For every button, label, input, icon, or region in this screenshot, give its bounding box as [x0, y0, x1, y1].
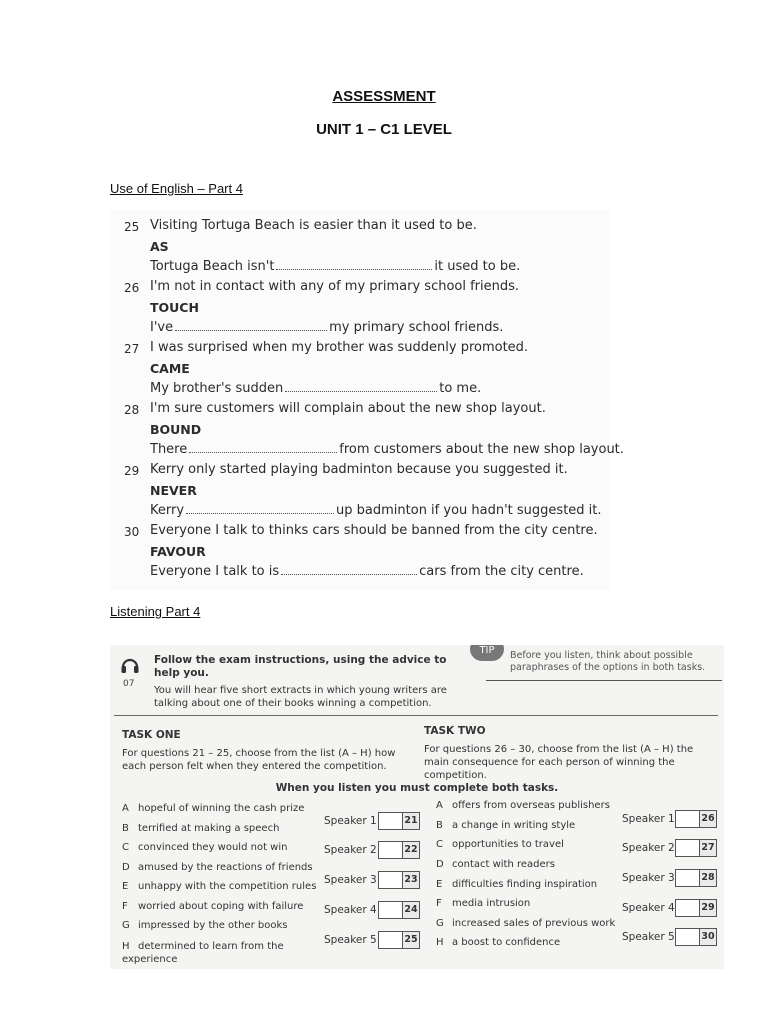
answer-end: up badminton if you hadn't suggested it. — [336, 503, 602, 518]
task-two-speaker-label: Speaker 5 — [622, 931, 675, 943]
task-one-answer-box[interactable]: 25 — [378, 931, 420, 949]
task-one-option: B terrified at making a speech — [122, 823, 280, 834]
task-two-option: G increased sales of previous work — [436, 918, 616, 929]
use-of-english-exercise — [110, 210, 624, 590]
task-two-option: E difficulties finding inspiration — [436, 879, 598, 890]
task-one-option: D amused by the reactions of friends — [122, 862, 313, 873]
use-of-english-heading: Use of English – Part 4 — [110, 181, 243, 196]
task-one-answer-box[interactable]: 22 — [378, 841, 420, 859]
task-two-answer-box[interactable]: 28 — [675, 869, 717, 887]
question-sentence: I was surprised when my brother was suddenly promoted. — [150, 340, 529, 355]
question-number: 28 — [124, 403, 140, 417]
answer-line — [150, 320, 503, 335]
answer-gap[interactable] — [276, 259, 432, 270]
task-one-speaker-label: Speaker 5 — [324, 934, 377, 946]
listening-exercise — [110, 645, 724, 969]
task-two-answer-box[interactable]: 26 — [675, 810, 717, 828]
task-one-option: A hopeful of winning the cash prize — [122, 803, 305, 814]
question-keyword: FAVOUR — [150, 544, 206, 559]
answer-start: My brother's sudden — [150, 381, 284, 396]
question-keyword: AS — [150, 239, 169, 254]
task-one-speaker-label: Speaker 1 — [324, 815, 377, 827]
answer-line — [150, 442, 624, 457]
task-two-description: For questions 26 – 30, choose from the list (A – H) the main consequence for each person of winning the competition. — [424, 744, 694, 781]
task-one-speaker-label: Speaker 3 — [324, 874, 377, 886]
task-two-option: H a boost to confidence — [436, 937, 561, 948]
question-keyword: BOUND — [150, 422, 202, 437]
task-two-option: F media intrusion — [436, 898, 531, 909]
task-two-speaker-label: Speaker 3 — [622, 872, 675, 884]
answer-line — [150, 259, 520, 274]
tip-divider — [486, 680, 722, 681]
task-two-answer-box[interactable]: 29 — [675, 899, 717, 917]
question-sentence: Visiting Tortuga Beach is easier than it used to be. — [150, 218, 477, 233]
answer-start: Kerry — [150, 503, 185, 518]
question-keyword: CAME — [150, 361, 190, 376]
answer-line — [150, 503, 602, 518]
task-two-option: C opportunities to travel — [436, 839, 564, 850]
answer-end: it used to be. — [434, 259, 521, 274]
answer-gap[interactable] — [189, 442, 337, 453]
task-one-description: For questions 21 – 25, choose from the list (A – H) how each person felt when they entered the competition. — [122, 748, 396, 772]
task-two-option: B a change in writing style — [436, 820, 576, 831]
instruction-main: Follow the exam instructions, using the advice to help you. — [154, 654, 447, 679]
task-two-speaker-label: Speaker 1 — [622, 813, 675, 825]
track-number: 07 — [123, 679, 135, 689]
document-subtitle: UNIT 1 – C1 LEVEL — [316, 121, 452, 138]
question-number: 26 — [124, 281, 140, 295]
answer-gap[interactable] — [175, 320, 327, 331]
task-two-option: D contact with readers — [436, 859, 555, 870]
task-two-speaker-label: Speaker 4 — [622, 902, 675, 914]
answer-gap[interactable] — [186, 503, 334, 514]
task-two-option: A offers from overseas publishers — [436, 800, 610, 811]
task-one-option: G impressed by the other books — [122, 920, 288, 931]
document-title: ASSESSMENT — [332, 88, 436, 105]
question-sentence: I'm sure customers will complain about the new shop layout. — [150, 401, 546, 416]
section-divider — [114, 715, 718, 716]
answer-end: my primary school friends. — [329, 320, 504, 335]
question-number: 30 — [124, 525, 140, 539]
complete-both-tasks: When you listen you must complete both tasks. — [275, 782, 559, 794]
answer-start: There — [150, 442, 188, 457]
task-two-answer-box[interactable]: 27 — [675, 839, 717, 857]
task-one-option: E unhappy with the competition rules — [122, 881, 317, 892]
answer-end: cars from the city centre. — [419, 564, 584, 579]
task-one-speaker-label: Speaker 2 — [324, 844, 377, 856]
task-one-answer-box[interactable]: 21 — [378, 812, 420, 830]
answer-line — [150, 564, 584, 579]
task-one-answer-box[interactable]: 23 — [378, 871, 420, 889]
question-sentence: Everyone I talk to thinks cars should be banned from the city centre. — [150, 523, 598, 538]
question-number: 25 — [124, 220, 140, 234]
answer-start: I've — [150, 320, 174, 335]
question-number: 27 — [124, 342, 140, 356]
task-one-speaker-label: Speaker 4 — [324, 904, 377, 916]
answer-gap[interactable] — [281, 564, 417, 575]
task-one-option: F worried about coping with failure — [122, 901, 304, 912]
task-two-speaker-label: Speaker 2 — [622, 842, 675, 854]
answer-start: Tortuga Beach isn't — [150, 259, 275, 274]
listening-heading: Listening Part 4 — [110, 604, 201, 619]
task-one-answer-box[interactable]: 24 — [378, 901, 420, 919]
task-one-option: C convinced they would not win — [122, 842, 288, 853]
answer-line — [150, 381, 481, 396]
task-one-option: H determined to learn from the experience — [122, 941, 284, 965]
tip-text: Before you listen, think about possible paraphrases of the options in both tasks. — [510, 650, 706, 673]
question-number: 29 — [124, 464, 140, 478]
question-keyword: NEVER — [150, 483, 197, 498]
answer-end: to me. — [439, 381, 482, 396]
task-one-title: TASK ONE — [122, 729, 181, 741]
question-sentence: Kerry only started playing badminton because you suggested it. — [150, 462, 568, 477]
question-sentence: I'm not in contact with any of my primary school friends. — [150, 279, 520, 294]
task-two-answer-box[interactable]: 30 — [675, 928, 717, 946]
answer-gap[interactable] — [285, 381, 437, 392]
instruction-sub: You will hear five short extracts in which young writers are talking about one of their books winning a competition. — [154, 685, 447, 709]
question-keyword: TOUCH — [150, 300, 199, 315]
headphones-icon — [120, 655, 140, 675]
answer-start: Everyone I talk to is — [150, 564, 280, 579]
task-two-title: TASK TWO — [424, 725, 486, 737]
answer-end: from customers about the new shop layout. — [339, 442, 624, 457]
tip-badge: TIP — [470, 645, 504, 661]
